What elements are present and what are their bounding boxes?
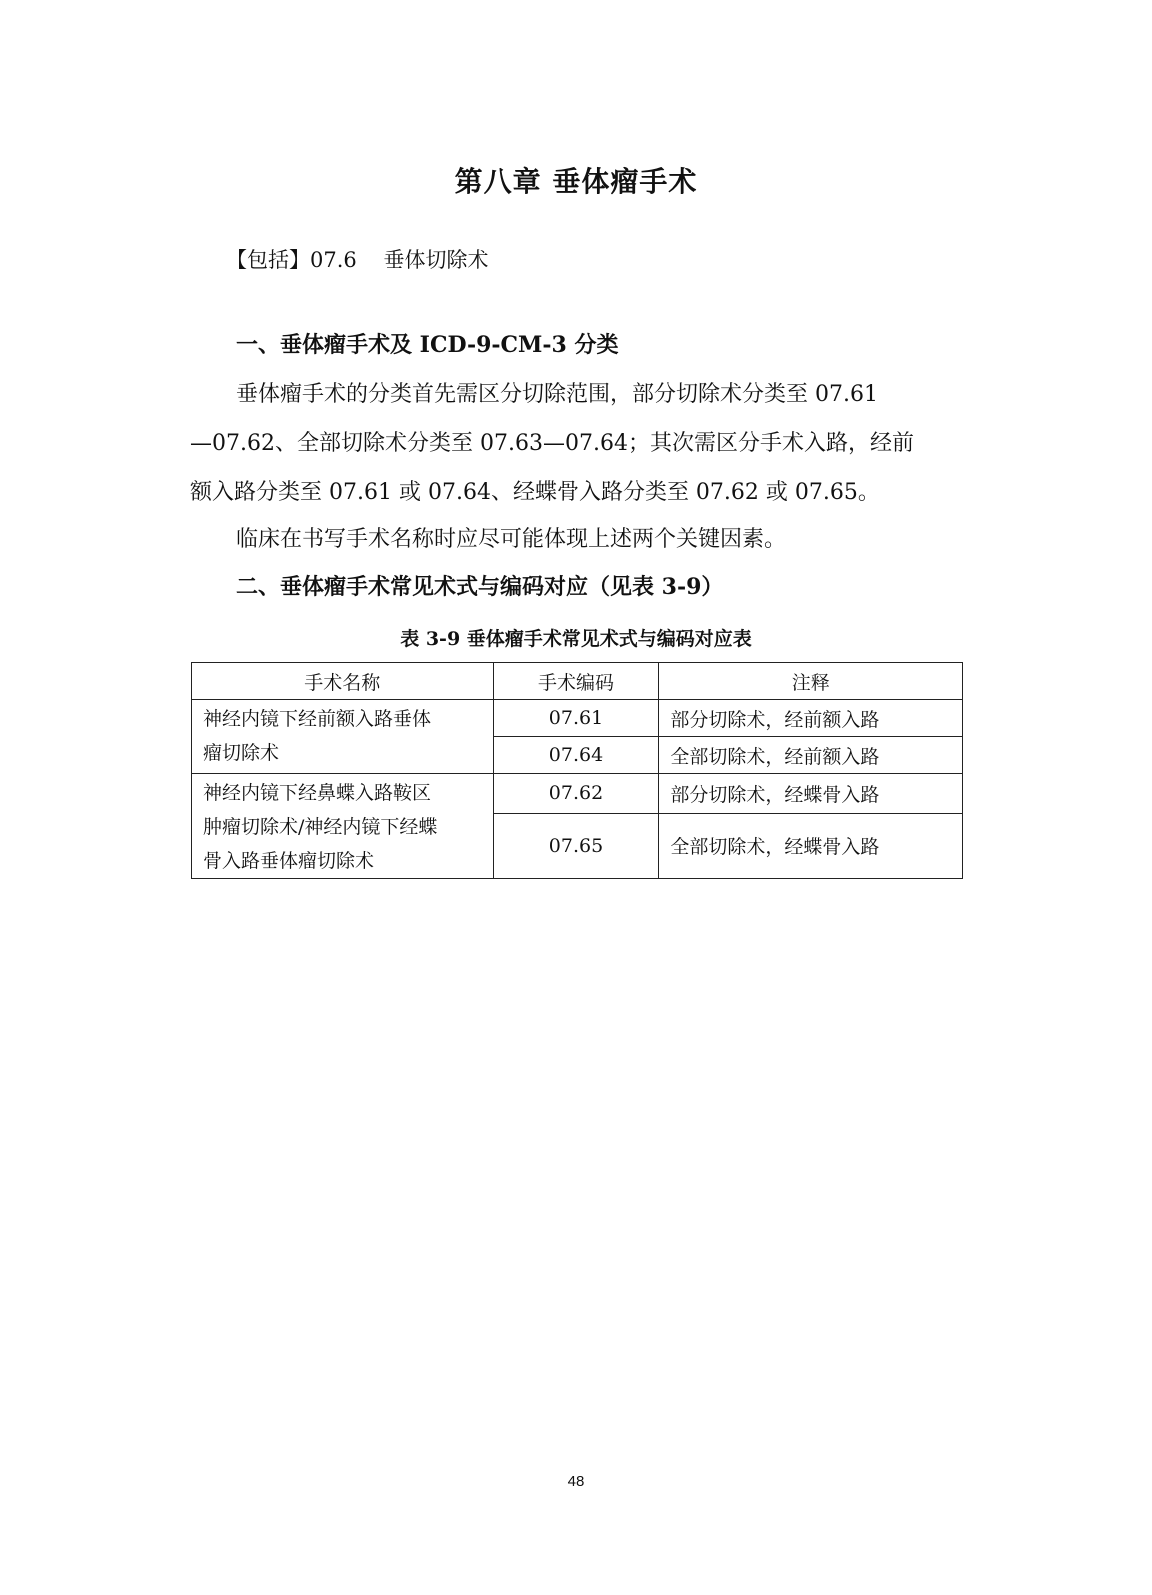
classification-paragraph	[190, 370, 970, 517]
procedure-code-cell: 07.65	[493, 813, 659, 878]
note-cell: 全部切除术，经前额入路	[659, 737, 963, 774]
note-cell: 部分切除术，经蝶骨入路	[659, 774, 963, 814]
paragraph-line: 临床在书写手术名称时应尽可能体现上述两个关键因素。	[236, 527, 787, 552]
table-caption: 表 3-9 垂体瘤手术常见术式与编码对应表	[400, 628, 752, 650]
procedure-name-line: 骨入路垂体瘤切除术	[203, 850, 375, 872]
procedure-name-line: 肿瘤切除术/神经内镜下经蝶	[203, 816, 438, 838]
header-notes: 注释	[659, 663, 963, 700]
table-row	[192, 700, 963, 737]
procedure-name-line: 瘤切除术	[203, 742, 280, 764]
paragraph-line: 额入路分类至 07.61 或 07.64、经蝶骨入路分类至 07.62 或 07.65。	[190, 480, 880, 505]
procedure-name-line: 神经内镜下经鼻蝶入路鞍区	[203, 782, 432, 804]
table-row	[192, 774, 963, 814]
paragraph-line: —07.62、全部切除术分类至 07.63—07.64；其次需区分手术入路，经前	[190, 431, 914, 456]
clinical-note-paragraph	[190, 515, 970, 564]
chapter-title: 第八章 垂体瘤手术	[454, 165, 698, 198]
note-cell: 部分切除术，经前额入路	[659, 700, 963, 737]
page-number: 48	[567, 1473, 585, 1490]
section-heading-2: 二、垂体瘤手术常见术式与编码对应（见表 3-9）	[236, 574, 724, 600]
header-procedure-name: 手术名称	[192, 663, 494, 700]
procedure-code-cell: 07.62	[493, 774, 659, 814]
procedure-code-table	[191, 662, 963, 879]
section-heading-1: 一、垂体瘤手术及 ICD-9-CM-3 分类	[236, 332, 619, 358]
paragraph-line: 垂体瘤手术的分类首先需区分切除范围，部分切除术分类至 07.61	[236, 382, 878, 407]
table-header-row	[192, 663, 963, 700]
procedure-code-cell: 07.64	[493, 737, 659, 774]
procedure-code-cell: 07.61	[493, 700, 659, 737]
includes-line: 【包括】07.6 垂体切除术	[226, 248, 489, 272]
procedure-name-line: 神经内镜下经前额入路垂体	[203, 708, 432, 730]
header-procedure-code: 手术编码	[493, 663, 659, 700]
procedure-name-cell	[192, 700, 494, 774]
procedure-name-cell	[192, 774, 494, 879]
note-cell: 全部切除术，经蝶骨入路	[659, 813, 963, 878]
